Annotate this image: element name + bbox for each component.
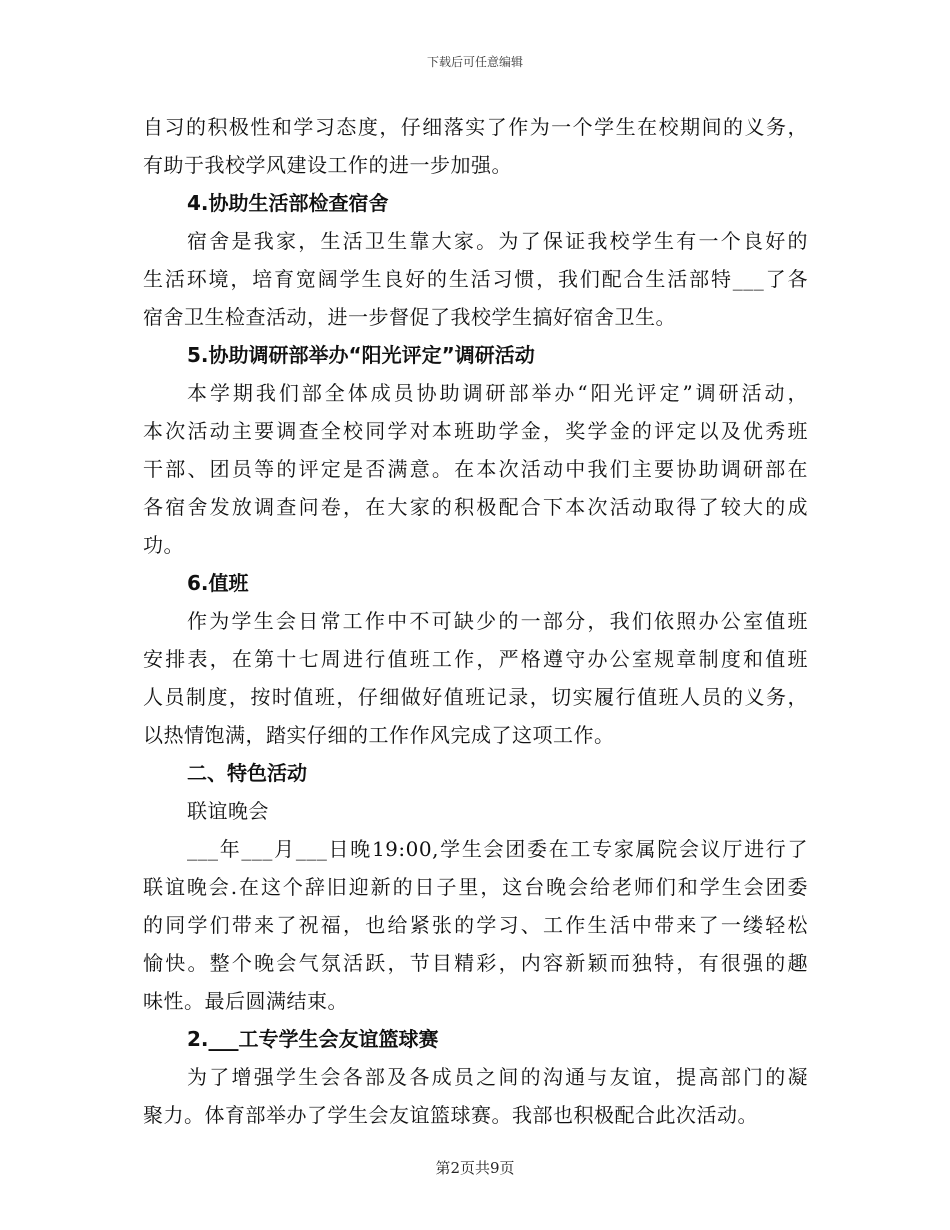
text-line: 联谊晚会.在这个辞旧迎新的日子里，这台晚会给老师们和学生会团委 [143,875,808,899]
section-heading: 2.___工专学生会友谊篮球赛 [187,1027,439,1051]
text-line: ___年___月___日晚19:00,学生会团委在工专家属院会议厅进行了 [187,837,808,861]
paragraph [143,602,808,754]
page-header: 下载后可任意编辑 [426,55,523,69]
text-line: 安排表，在第十七周进行值班工作，严格遵守办公室规章制度和值班 [143,647,808,671]
text-line: 宿舍是我家，生活卫生靠大家。为了保证我校学生有一个良好的 [187,229,808,253]
page-number: 第2页共9页 [435,1159,515,1177]
paragraph [143,222,808,336]
text-line: 各宿舍发放调查问卷，在大家的积极配合下本次活动取得了较大的成 [143,495,808,519]
paragraph [143,830,808,1020]
section-heading: 6.值班 [187,571,249,595]
text-line: 自习的积极性和学习态度，仔细落实了作为一个学生在校期间的义务， [143,115,808,139]
text-line: 聚力。体育部举办了学生会友谊篮球赛。我部也积极配合此次活动。 [143,1103,758,1127]
text-line: 本学期我们部全体成员协助调研部举办“阳光评定”调研活动， [187,381,808,405]
text-line: 的同学们带来了祝福，也给紧张的学习、工作生活中带来了一缕轻松 [143,913,808,937]
paragraph [143,1058,808,1134]
text-line: 干部、团员等的评定是否满意。在本次活动中我们主要协助调研部在 [143,457,808,481]
document-body [143,108,808,1134]
text-line: 功。 [143,533,184,557]
section-heading: 5.协助调研部举办“阳光评定”调研活动 [187,343,535,367]
text-line: 宿舍卫生检查活动，进一步督促了我校学生搞好宿舍卫生。 [143,305,676,329]
text-line: 有助于我校学风建设工作的进一步加强。 [143,153,512,177]
text-line: 联谊晚会 [187,799,269,823]
paragraph [143,792,808,830]
paragraph [143,108,808,184]
section-heading: 4.协助生活部检查宿舍 [187,191,389,215]
text-line: 为了增强学生会各部及各成员之间的沟通与友谊，提高部门的凝 [187,1065,808,1089]
text-line: 生活环境，培育宽阔学生良好的生活习惯，我们配合生活部特___了各 [143,267,808,291]
text-line: 作为学生会日常工作中不可缺少的一部分，我们依照办公室值班 [187,609,808,633]
text-line: 愉快。整个晚会气氛活跃，节目精彩，内容新颖而独特，有很强的趣 [143,951,808,975]
section-heading: 二、特色活动 [187,761,307,785]
paragraph [143,374,808,564]
text-line: 味性。最后圆满结束。 [143,989,348,1013]
text-line: 本次活动主要调查全校同学对本班助学金，奖学金的评定以及优秀班 [143,419,808,443]
text-line: 人员制度，按时值班，仔细做好值班记录，切实履行值班人员的义务， [143,685,808,709]
text-line: 以热情饱满，踏实仔细的工作作风完成了这项工作。 [143,723,615,747]
